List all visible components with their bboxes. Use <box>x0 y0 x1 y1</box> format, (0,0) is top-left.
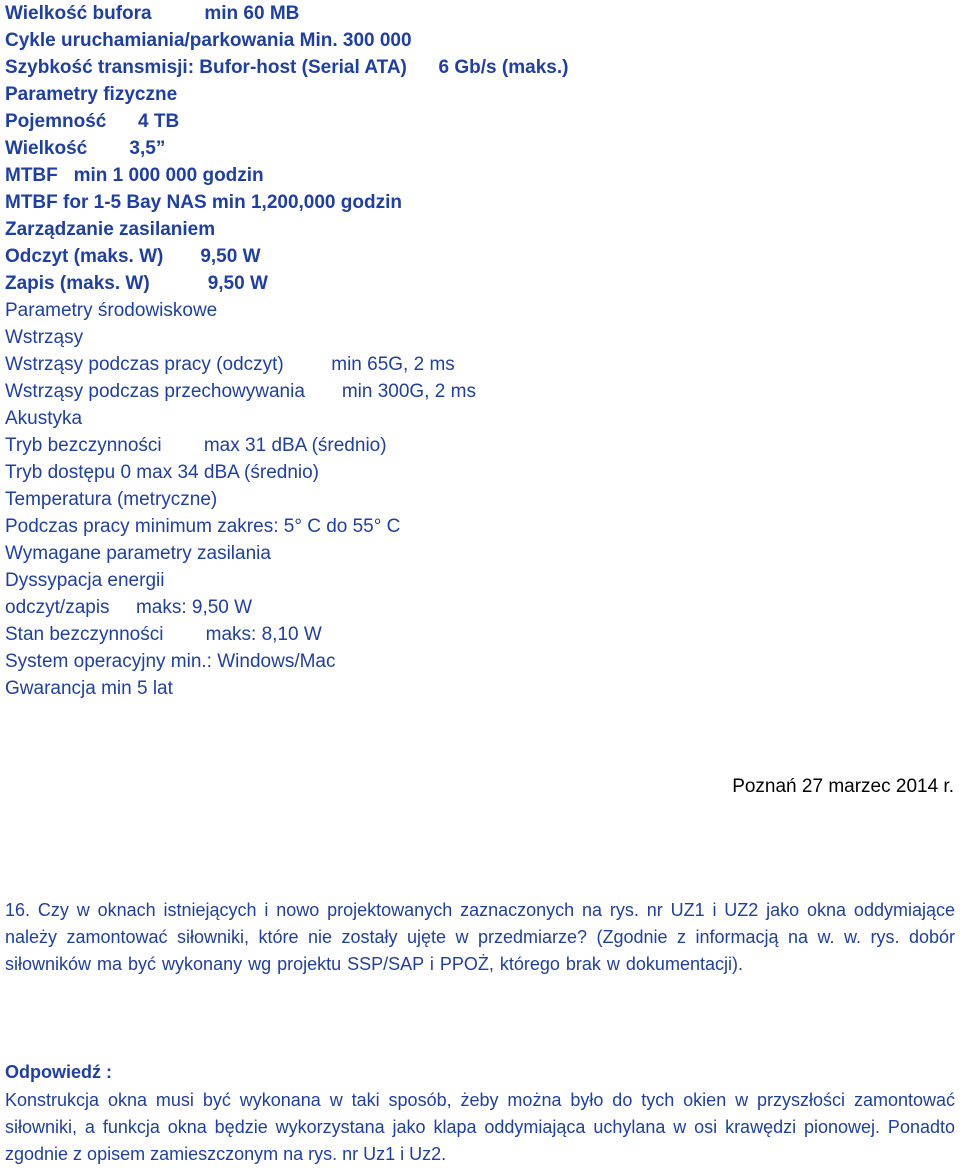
spec-seek-noise: Tryb dostępu 0 max 34 dBA (średnio) <box>5 462 320 483</box>
spec-warranty: Gwarancja min 5 lat <box>5 678 173 699</box>
answer-heading: Odpowiedź : <box>5 1062 112 1082</box>
answer-paragraph: Konstrukcja okna musi być wykonana w taki sposób, żeby można było do tych okien w przyszłości zamontować siłowniki, a funkcja okna będzie wykorzystana jako klapa oddymiająca uchylana w osi krawędzi pionowej. Ponadto zgodnie z opisem zamieszczonym na rys. nr Uz1 i Uz2. <box>5 1090 955 1164</box>
question-paragraph: 16. Czy w oknach istniejących i nowo projektowanych zaznaczonych na rys. nr UZ1 i UZ2 jako okna oddymiające należy zamontować siłowniki, które nie zostały ujęte w przedmiarze? (Zgodnie z informacją na w. w. rys. dobór siłowników ma być wykonany wg projektu SSP/SAP i PPOŻ, którego brak w dokumentacji). <box>5 900 955 974</box>
spec-form-factor: Wielkość 3,5” <box>5 138 166 159</box>
spec-load-cycles: Cykle uruchamiania/parkowania Min. 300 000 <box>5 30 412 51</box>
spec-operating-system: System operacyjny min.: Windows/Mac <box>5 651 336 672</box>
spec-read-power: Odczyt (maks. W) 9,50 W <box>5 246 261 267</box>
spec-shock-heading: Wstrząsy <box>5 327 84 348</box>
place-and-date: Poznań 27 marzec 2014 r. <box>732 776 954 797</box>
spec-power-dissipation: Dyssypacja energii <box>5 570 165 591</box>
spec-physical-heading: Parametry fizyczne <box>5 84 178 105</box>
spec-shock-operating: Wstrząsy podczas pracy (odczyt) min 65G, 2 ms <box>5 354 455 375</box>
spec-mtbf-nas: MTBF for 1-5 Bay NAS min 1,200,000 godzin <box>5 192 402 213</box>
spec-temperature-heading: Temperatura (metryczne) <box>5 489 218 510</box>
spec-read-write-power: odczyt/zapis maks: 9,50 W <box>5 597 253 618</box>
spec-operating-temperature: Podczas pracy minimum zakres: 5° C do 55° C <box>5 516 401 537</box>
spec-write-power: Zapis (maks. W) 9,50 W <box>5 273 268 294</box>
spec-acoustics-heading: Akustyka <box>5 408 83 429</box>
spec-capacity: Pojemność 4 TB <box>5 111 180 132</box>
spec-shock-storage: Wstrząsy podczas przechowywania min 300G, 2 ms <box>5 381 476 402</box>
spec-idle-power: Stan bezczynności maks: 8,10 W <box>5 624 322 645</box>
spec-mtbf: MTBF min 1 000 000 godzin <box>5 165 264 186</box>
spec-power-heading: Zarządzanie zasilaniem <box>5 219 216 240</box>
spec-power-requirements: Wymagane parametry zasilania <box>5 543 271 564</box>
spec-environment-heading: Parametry środowiskowe <box>5 300 218 321</box>
spec-buffer-size: Wielkość bufora min 60 MB <box>5 3 300 24</box>
spec-idle-noise: Tryb bezczynności max 31 dBA (średnio) <box>5 435 387 456</box>
spec-transfer-rate: Szybkość transmisji: Bufor-host (Serial ATA) 6 Gb/s (maks.) <box>5 57 569 78</box>
